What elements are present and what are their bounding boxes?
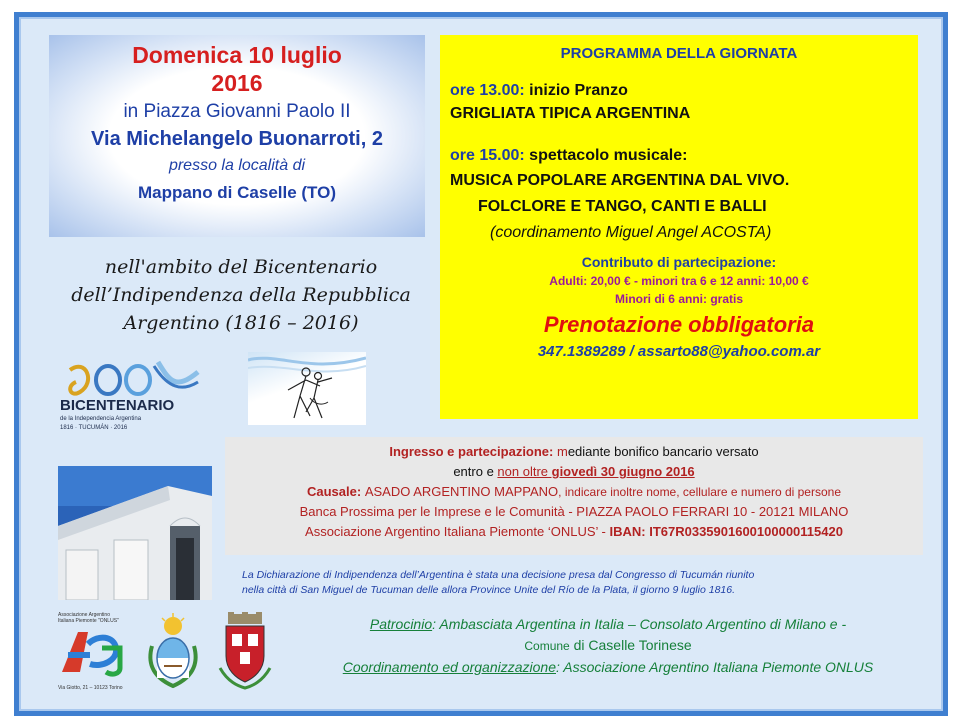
event-near: presso la località di [168,157,306,174]
comune-name: di Caselle Torinese [569,637,692,653]
contrib-kids: Minori di 6 anni: gratis [614,292,743,306]
municipal-crest-icon [214,612,276,692]
ingresso-text: ediante bonifico bancario versato [567,444,759,459]
slot1-main: GRIGLIATA TIPICA ARGENTINA [450,105,691,122]
slot1-line [450,80,918,102]
program-title: PROGRAMMA DELLA GIORNATA [560,45,798,62]
slot2-main1: MUSICA POPOLARE ARGENTINA DAL VIVO. [450,172,790,189]
dancers-icon [248,352,366,425]
assoc-text: Associazione Argentino Italiana Piemonte ‘ONLUS’ - [305,524,610,539]
assoc-logo-name2: Italiana Piemonte "ONLUS" [58,618,119,624]
contrib-title: Contributo di partecipazione: [581,254,777,270]
association-logo [58,612,130,692]
bicentenario-years: 1816 · TUCUMÁN · 2016 [60,425,128,431]
assoc-line [225,522,923,542]
payment-box [225,437,923,555]
comune-line [283,635,933,657]
assoc-logo-address: Via Giotto, 21 – 10123 Torino [58,685,123,691]
slot1-desc: inizio Pranzo [524,82,628,99]
event-date-line1: Domenica 10 luglio [132,42,342,68]
entro-text: entro e [453,464,498,479]
slot2-main2: FOLCLORE E TANGO, CANTI E BALLI [478,198,767,215]
coordination-line [283,657,933,678]
note-line2: nella città di San Miguel de Tucuman delle allora Province Unite del Río de la Plata, il giorno 9 luglio 1816. [242,584,736,596]
bicentenary-context [60,253,422,337]
deadline-line [225,462,923,482]
context-line3: Argentino (1816 – 2016) [123,312,359,334]
note-line1: La Dichiarazione di Indipendenza dell’Argentina è stata una decisione presa dal Congresso di Tucumán riunito [242,569,755,581]
ingresso-m: m [556,444,568,459]
ingresso-label: Ingresso e partecipazione: [389,444,557,459]
bicentenario-logo [58,352,200,434]
causale-rest: , indicare inoltre nome, cellulare e numero di persone [558,485,841,499]
booking-required: Prenotazione obbligatoria [543,312,815,337]
non-oltre-text: non oltre [497,464,549,479]
bicentenario-emblem-icon [58,352,200,434]
causale-label: Causale: [307,484,365,499]
tango-dancers-image [248,352,366,425]
argentine-coat-of-arms [142,612,204,692]
event-town: Mappano di Caselle (TO) [137,183,337,202]
patrocinio-text: : Ambasciata Argentina in Italia – Consolato Argentino di Milano e - [432,616,847,632]
patrocinio-line [283,614,933,635]
comune-prefix: Comune [524,639,570,653]
iban-text: IBAN: IT67R0335901600100000115420 [609,524,843,539]
historical-note [242,568,912,598]
slot2-coord: (coordinamento Miguel Angel ACOSTA) [490,224,772,241]
casa-historica-photo [58,466,212,600]
context-line1: nell'ambito del Bicentenario [104,256,378,278]
event-date-box [49,35,425,237]
assoc-logo-name1: Associazione Argentino [58,612,110,618]
causale-value: ASADO ARGENTINO MAPPANO [364,484,559,499]
aai-monogram-icon [58,624,130,680]
coord-text: : Associazione Argentino Italiana Piemonte ONLUS [556,659,874,675]
event-date-line2: 2016 [211,70,263,96]
slot1-time: ore 13.00: [450,82,525,99]
causale-line [225,482,923,502]
event-street: Via Michelangelo Buonarroti, 2 [91,128,383,150]
bicentenario-sub: de la Independencia Argentina [60,416,142,422]
coord-label: Coordinamento ed organizzazione [342,659,556,675]
program-box [440,35,918,419]
coat-of-arms-icon [142,612,204,692]
historic-house-icon [58,466,212,600]
slot2-line [450,144,918,168]
deadline-date: giovedì 30 giugno 2016 [548,464,695,479]
ingresso-line [225,442,923,462]
slot2-desc: spettacolo musicale: [524,147,688,164]
event-place: in Piazza Giovanni Paolo II [123,101,351,122]
bank-line: Banca Prossima per le Imprese e le Comunità - PIAZZA PAOLO FERRARI 10 - 20121 MILANO [299,504,849,519]
caselle-coat-of-arms [214,612,276,692]
sponsors-block [283,614,933,678]
patrocinio-label: Patrocinio [369,616,433,632]
bicentenario-title: BICENTENARIO [60,397,175,414]
slot2-time: ore 15.00: [450,147,525,164]
contrib-adults: Adulti: 20,00 € - minori tra 6 e 12 anni: 10,00 € [549,274,809,288]
contact-info[interactable]: 347.1389289 / assarto88@yahoo.com.ar [537,343,821,360]
context-line2: dell’Indipendenza della Repubblica [71,284,411,306]
